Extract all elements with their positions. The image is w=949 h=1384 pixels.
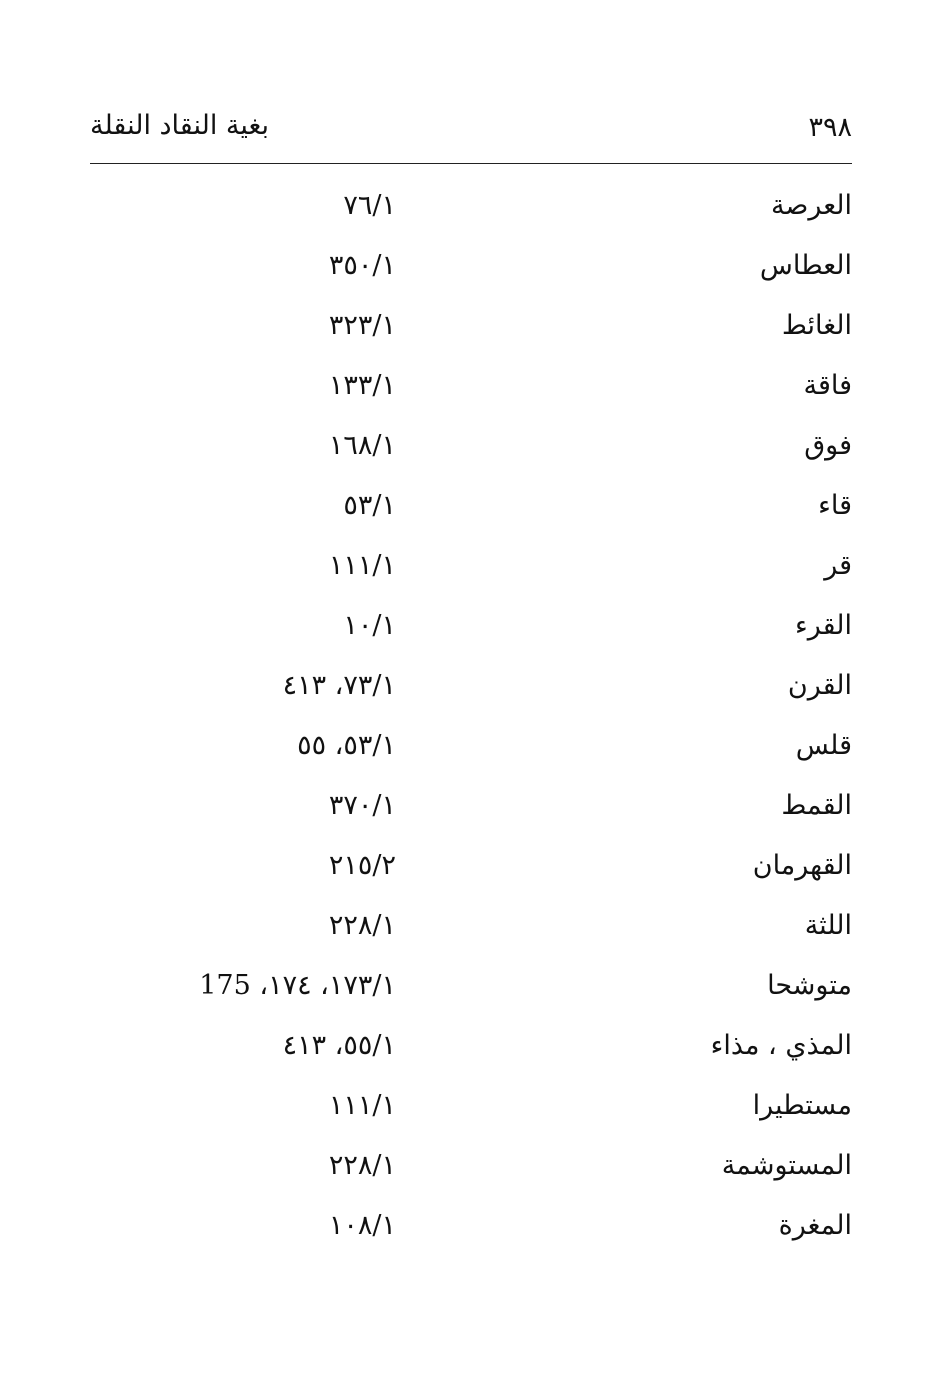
index-row <box>90 1200 852 1260</box>
index-refs: ١١١/١ <box>328 550 396 581</box>
index-refs: ١٣٣/١ <box>328 370 396 401</box>
index-row <box>90 420 852 480</box>
index-row <box>90 600 852 660</box>
index-list <box>90 180 852 1260</box>
index-term: القرن <box>787 670 852 701</box>
index-row <box>90 780 852 840</box>
index-refs: ٢١٥/٢ <box>328 850 396 881</box>
page-header <box>90 108 852 154</box>
index-term: المستوشمة <box>721 1150 852 1181</box>
index-row <box>90 840 852 900</box>
index-refs: ١٠٨/١ <box>328 1210 396 1241</box>
index-row <box>90 960 852 1020</box>
index-term: القمط <box>781 790 852 821</box>
index-refs: ١٠/١ <box>343 610 396 641</box>
index-refs: ٣٧٠/١ <box>328 790 396 821</box>
index-row <box>90 540 852 600</box>
index-row <box>90 180 852 240</box>
index-refs: ١٦٨/١ <box>328 430 396 461</box>
index-refs: ٧٦/١ <box>343 190 396 221</box>
index-refs: ٣٢٣/١ <box>328 310 396 341</box>
index-refs: ٥٣/١ <box>343 490 396 521</box>
index-refs: ٥٥/١، ٤١٣ <box>282 1030 396 1061</box>
index-refs: ٥٣/١، ٥٥ <box>297 730 396 761</box>
page-number: ٣٩٨ <box>808 112 852 143</box>
index-row <box>90 240 852 300</box>
index-row <box>90 1140 852 1200</box>
index-row <box>90 1020 852 1080</box>
index-term: العرصة <box>770 190 852 221</box>
index-term: فوق <box>804 430 852 461</box>
index-term: اللثة <box>804 910 852 941</box>
index-term: قاء <box>818 490 852 521</box>
index-row <box>90 360 852 420</box>
index-term: العطاس <box>759 250 852 281</box>
index-term: فاقة <box>803 370 852 401</box>
index-refs: ١٧٣/١، ١٧٤، 175 <box>199 970 396 1001</box>
index-term: المغرة <box>778 1210 852 1241</box>
header-rule <box>90 163 852 164</box>
index-refs: ٧٣/١، ٤١٣ <box>282 670 396 701</box>
index-term: مستطيرا <box>752 1090 852 1121</box>
running-title: بغية النقاد النقلة <box>90 110 270 141</box>
index-term: القرء <box>795 610 852 641</box>
index-row <box>90 480 852 540</box>
index-term: قر <box>824 550 852 581</box>
index-refs: ٢٢٨/١ <box>328 1150 396 1181</box>
index-row <box>90 1080 852 1140</box>
index-row <box>90 720 852 780</box>
index-term: المذي ، مذاء <box>710 1030 852 1061</box>
index-term: متوشحا <box>767 970 852 1001</box>
index-term: الغائط <box>781 310 852 341</box>
index-row <box>90 660 852 720</box>
index-refs: ٢٢٨/١ <box>328 910 396 941</box>
index-row <box>90 900 852 960</box>
index-row <box>90 300 852 360</box>
index-term: القهرمان <box>752 850 852 881</box>
index-refs: ٣٥٠/١ <box>328 250 396 281</box>
index-refs: ١١١/١ <box>328 1090 396 1121</box>
index-term: قلس <box>795 730 852 761</box>
